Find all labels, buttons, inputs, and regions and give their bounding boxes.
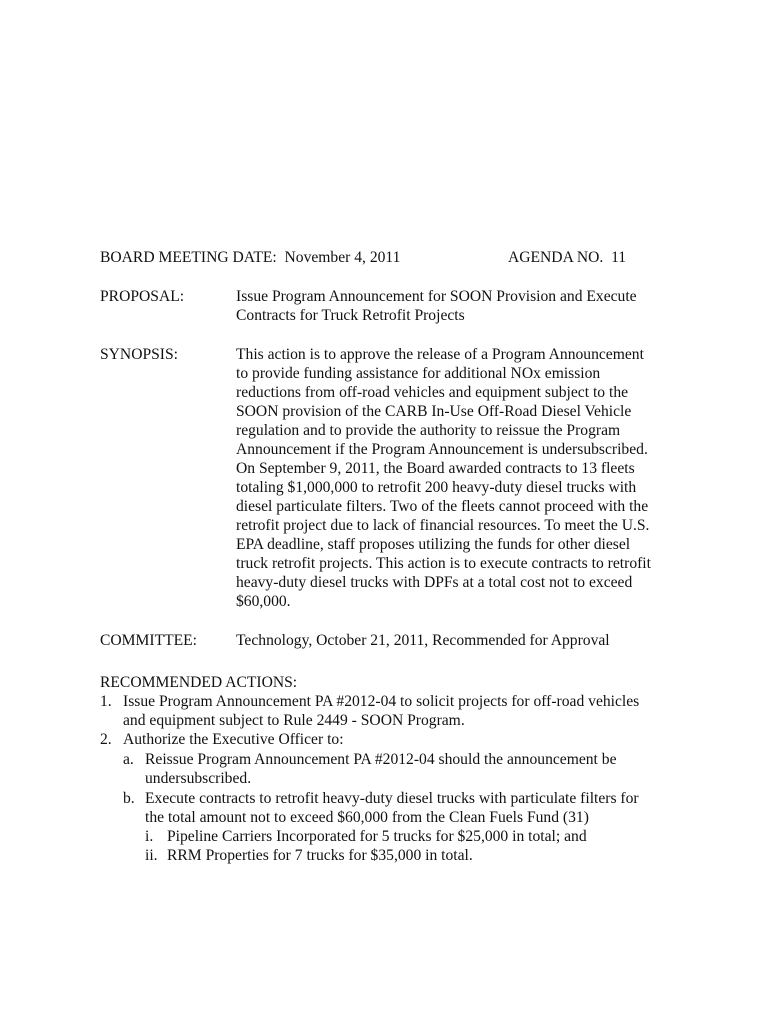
action-1-line: Issue Program Announcement PA #2012-04 to solicit projects for off-road vehicles — [123, 693, 640, 710]
committee-text: Technology, October 21, 2011, Recommended for Approval — [236, 632, 610, 649]
synopsis-line: $60,000. — [236, 593, 291, 610]
meeting-date: November 4, 2011 — [284, 249, 401, 266]
proposal-line: Issue Program Announcement for SOON Provision and Execute — [236, 288, 637, 305]
proposal-label: PROPOSAL: — [100, 288, 185, 305]
committee-label: COMMITTEE: — [100, 632, 198, 649]
agenda-label: AGENDA NO. — [508, 249, 604, 266]
proposal-line: Contracts for Truck Retrofit Projects — [236, 307, 465, 324]
synopsis-line: heavy-duty diesel trucks with DPFs at a total cost not to exceed — [236, 574, 633, 591]
action-2b-i-marker: i. — [145, 828, 154, 845]
action-2b-i-text: Pipeline Carriers Incorporated for 5 trucks for $25,000 in total; and — [167, 828, 587, 845]
synopsis-line: regulation and to provide the authority to reissue the Program — [236, 422, 621, 439]
synopsis-line: On September 9, 2011, the Board awarded contracts to 13 fleets — [236, 460, 635, 477]
synopsis-line: totaling $1,000,000 to retrofit 200 heavy-duty diesel trucks with — [236, 479, 637, 496]
synopsis-line: This action is to approve the release of a Program Announcement — [236, 346, 644, 363]
synopsis-line: reductions from off-road vehicles and equipment subject to the — [236, 384, 629, 401]
synopsis-line: to provide funding assistance for additional NOx emission — [236, 365, 601, 382]
recommended-actions-heading: RECOMMENDED ACTIONS: — [100, 674, 298, 691]
action-2a-line: undersubscribed. — [145, 770, 252, 787]
agenda-number: 11 — [611, 249, 627, 266]
action-2a-line: Reissue Program Announcement PA #2012-04 should the announcement be — [145, 751, 617, 768]
action-2b-line: the total amount not to exceed $60,000 from the Clean Fuels Fund (31) — [145, 809, 589, 826]
synopsis-line: diesel particulate filters. Two of the fleets cannot proceed with the — [236, 498, 649, 515]
action-2b-ii-marker: ii. — [145, 847, 158, 864]
synopsis-line: truck retrofit projects. This action is to execute contracts to retrofit — [236, 555, 651, 572]
synopsis-line: EPA deadline, staff proposes utilizing the funds for other diesel — [236, 536, 631, 553]
synopsis-line: Announcement if the Program Announcement is undersubscribed. — [236, 441, 648, 458]
meeting-date-line — [100, 248, 400, 267]
action-1-marker: 1. — [100, 693, 112, 710]
action-2b-marker: b. — [123, 790, 135, 807]
action-2-marker: 2. — [100, 731, 112, 748]
action-2b-line: Execute contracts to retrofit heavy-duty diesel trucks with particulate filters for — [145, 790, 639, 807]
action-2-text: Authorize the Executive Officer to: — [123, 731, 344, 748]
synopsis-label: SYNOPSIS: — [100, 346, 178, 363]
synopsis-line: SOON provision of the CARB In-Use Off-Road Diesel Vehicle — [236, 403, 632, 420]
action-2a-marker: a. — [123, 751, 134, 768]
action-2b-ii-text: RRM Properties for 7 trucks for $35,000 in total. — [167, 847, 473, 864]
synopsis-line: retrofit project due to lack of financial resources. To meet the U.S. — [236, 517, 650, 534]
agenda-number-line — [508, 248, 626, 267]
meeting-date-label: BOARD MEETING DATE: — [100, 249, 277, 266]
action-1-line: and equipment subject to Rule 2449 - SOON Program. — [123, 712, 465, 729]
